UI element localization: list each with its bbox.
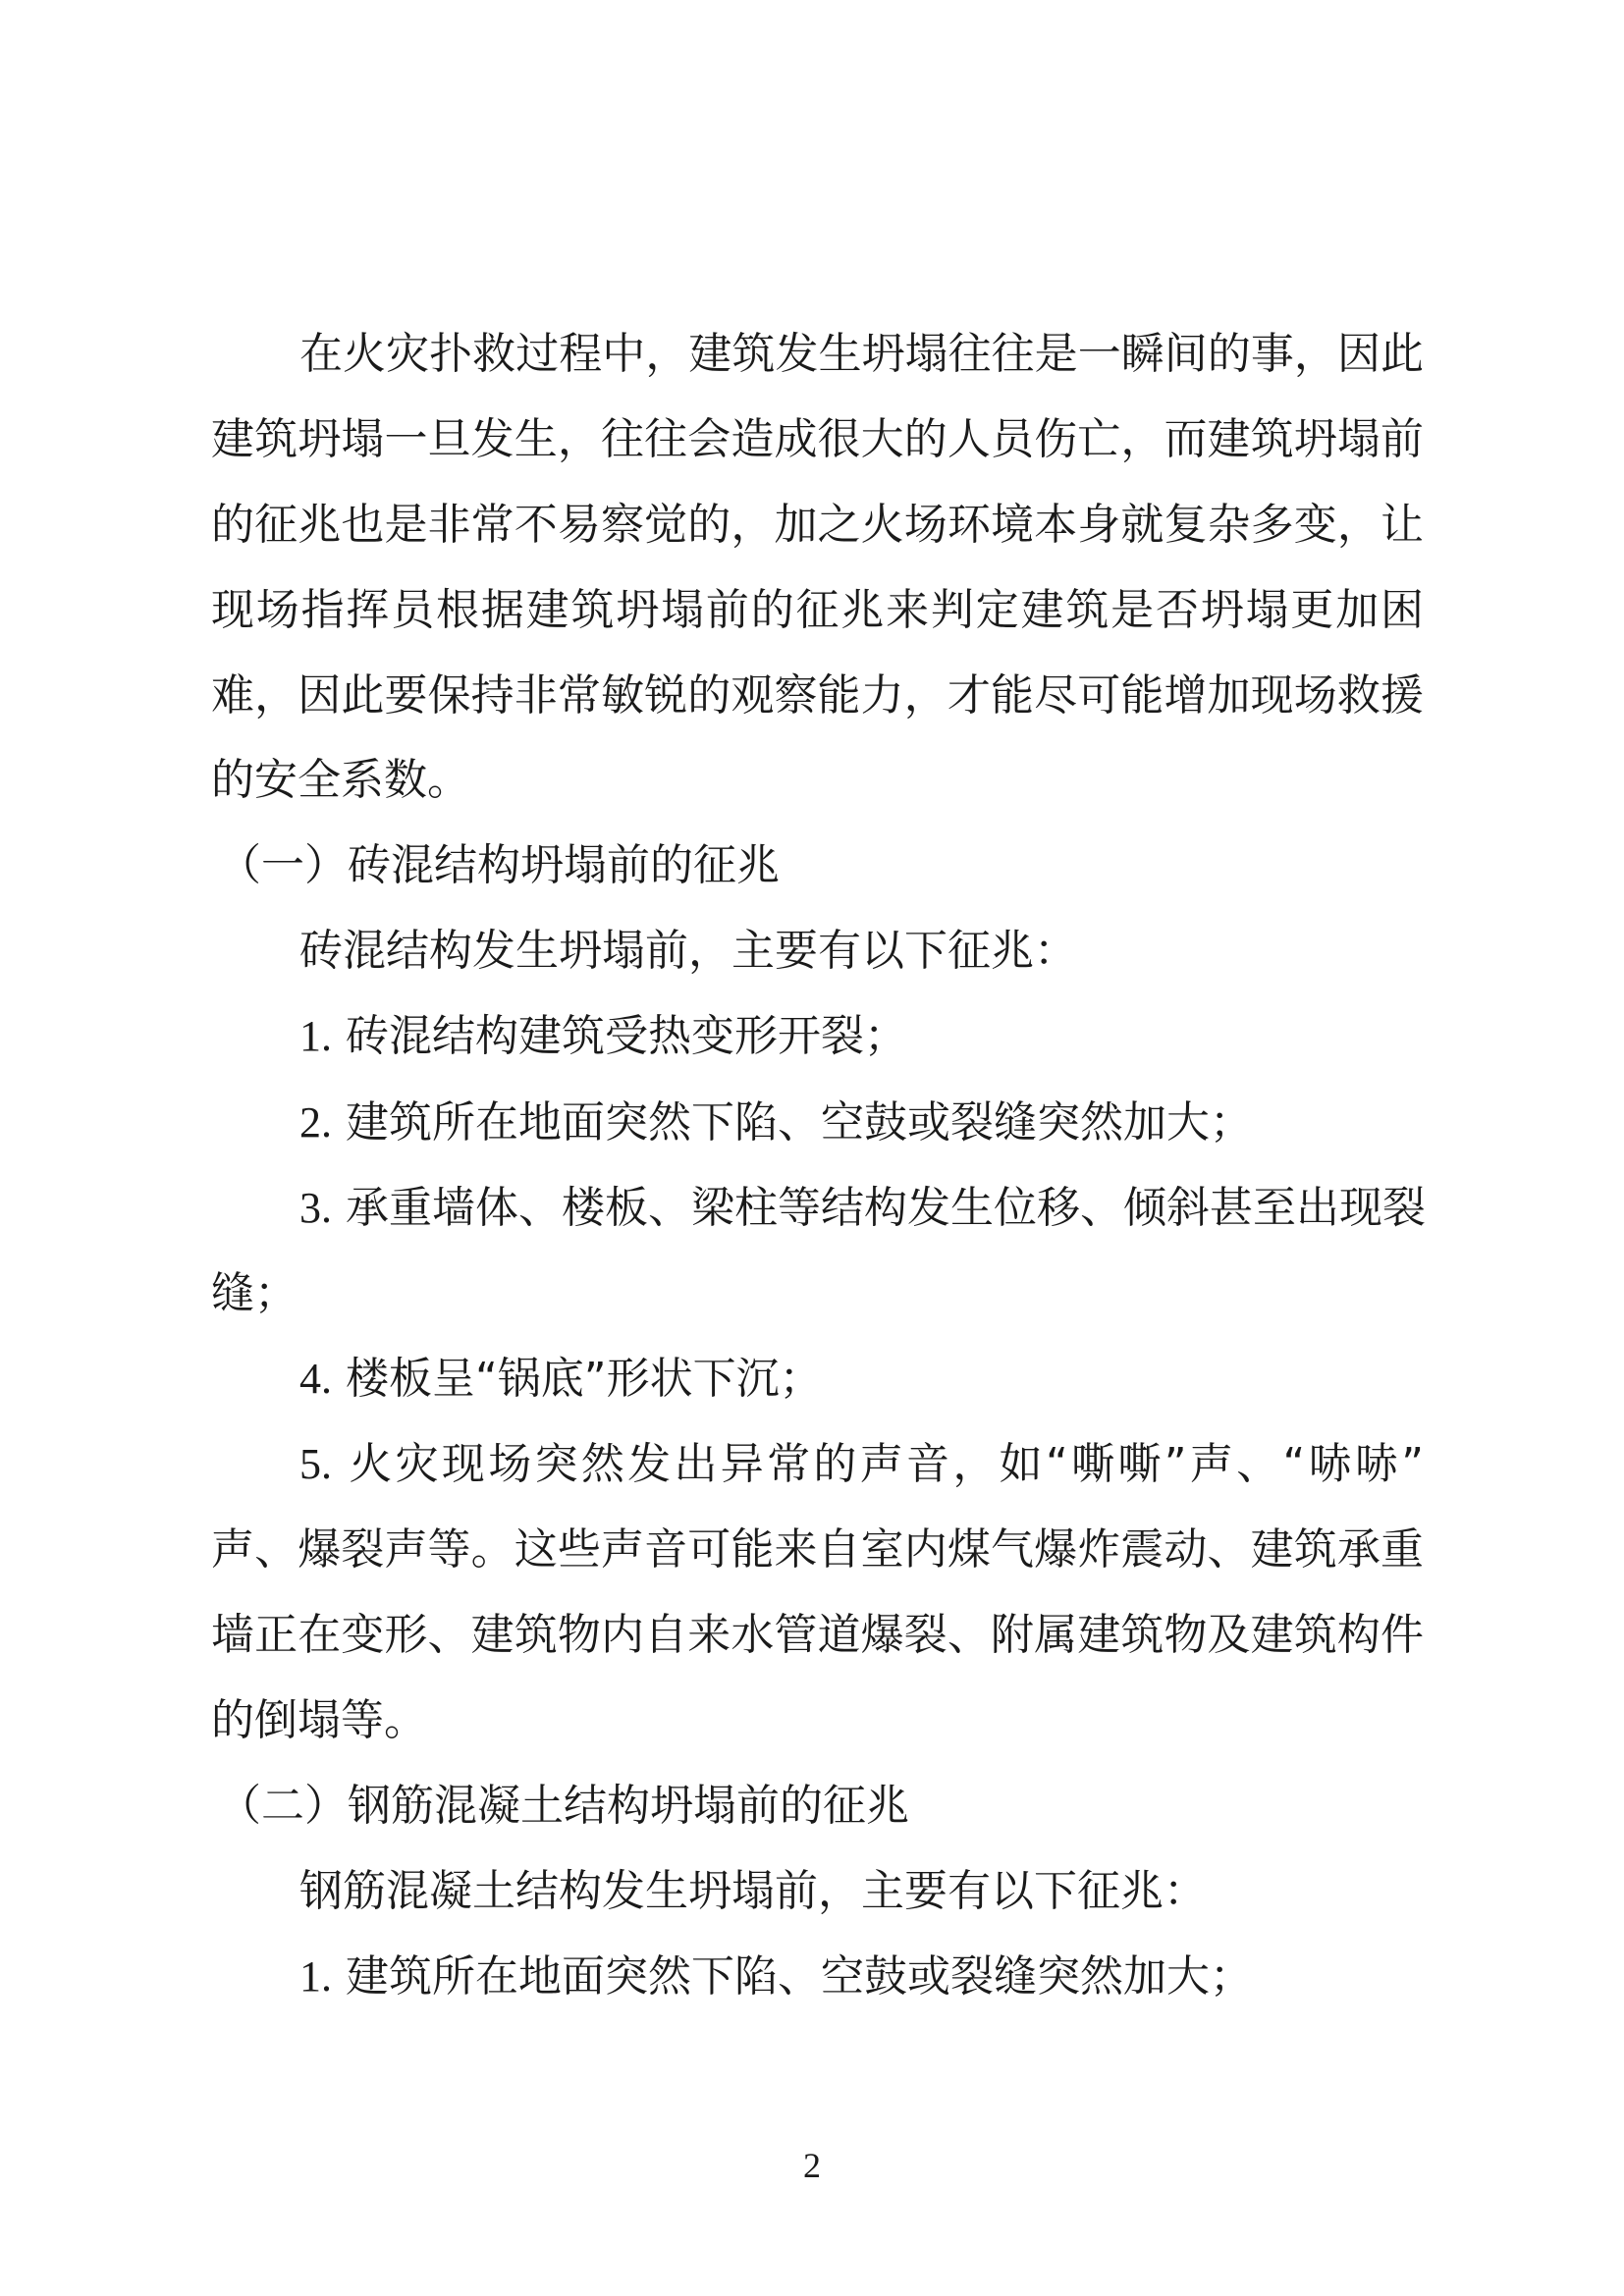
intro-line: 的安全系数。 <box>211 755 470 805</box>
intro-line: 的征兆也是非常不易察觉的，加之火场环境本身就复杂多变，让 <box>211 500 1424 550</box>
page-number: 2 <box>803 2146 821 2185</box>
list-item-continuation: 的倒塌等。 <box>211 1695 427 1745</box>
section-lead-2: 钢筋混凝土结构发生坍塌前，主要有以下征兆： <box>299 1866 1207 1916</box>
list-item: 5. 火灾现场突然发出异常的声音，如“嘶嘶”声、“哧哧” <box>299 1439 1424 1489</box>
section-lead-1: 砖混结构发生坍塌前，主要有以下征兆： <box>299 926 1077 976</box>
list-item: 3. 承重墙体、楼板、梁柱等结构发生位移、倾斜甚至出现裂 <box>299 1183 1426 1233</box>
intro-line: 现场指挥员根据建筑坍塌前的征兆来判定建筑是否坍塌更加困 <box>211 585 1424 635</box>
intro-line: 在火灾扑救过程中，建筑发生坍塌往往是一瞬间的事，因此 <box>299 329 1424 379</box>
intro-line: 难，因此要保持非常敏锐的观察能力，才能尽可能增加现场救援 <box>211 670 1424 721</box>
list-item: 1. 建筑所在地面突然下陷、空鼓或裂缝突然加大； <box>299 1951 1253 2002</box>
list-item: 4. 楼板呈“锅底”形状下沉； <box>299 1354 823 1404</box>
list-item: 2. 建筑所在地面突然下陷、空鼓或裂缝突然加大； <box>299 1097 1253 1148</box>
section-heading-2: （二）钢筋混凝土结构坍塌前的征兆 <box>218 1781 909 1831</box>
list-item-continuation: 声、爆裂声等。这些声音可能来自室内煤气爆炸震动、建筑承重 <box>211 1524 1424 1575</box>
section-heading-1: （一）砖混结构坍塌前的征兆 <box>218 840 780 890</box>
intro-line: 建筑坍塌一旦发生，往往会造成很大的人员伤亡，而建筑坍塌前 <box>211 414 1424 464</box>
list-item: 1. 砖混结构建筑受热变形开裂； <box>299 1011 907 1061</box>
list-item-continuation: 墙正在变形、建筑物内自来水管道爆裂、附属建筑物及建筑构件 <box>211 1610 1424 1660</box>
list-item-continuation: 缝； <box>211 1268 298 1318</box>
